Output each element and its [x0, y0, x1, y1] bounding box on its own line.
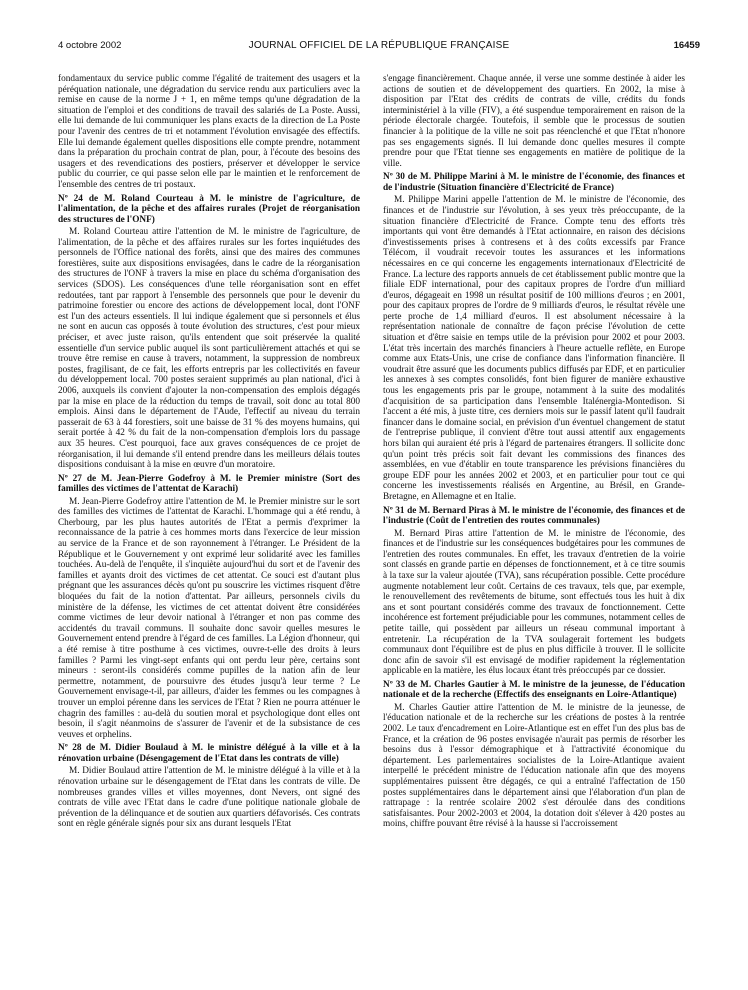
right-column — [383, 74, 685, 986]
question-31-title: Nº 31 de M. Bernard Piras à M. le ministre de l'économie, des finances et de l'industrie (Coût de l'entretien des routes communales) — [383, 505, 685, 527]
paragraph-continued: s'engage financièrement. Chaque année, il verse une somme destinée à aider les actions de soutien et de développement des quartiers. En 2002, la mise à disposition par l'Etat des crédits de contrats de ville, crédits du fonds interministériel à la ville (FIV), a été suspendue temporairement en raison de la période électorale chargée. Toutefois, il semble que le processus de soutien financier à la politique de la ville ne soit pas réenclenché et que l'Etat n'honore pas ses engagements signés. Il lui demande donc quelles mesures il compte prendre pour que l'Etat tienne ses engagements en matière de politique de la ville. — [383, 74, 685, 169]
left-column — [58, 74, 360, 986]
question-27-body: M. Jean-Pierre Godefroy attire l'attention de M. le Premier ministre sur le sort des familles des victimes de l'attentat de Karachi. L'hommage qui a été rendu, à Cherbourg, par les plus hautes autorités de l'Etat a permis d'exprimer la reconnaissance de la patrie à ces hommes morts dans l'exercice de leur mission au service de la France et de son rayonnement à l'étranger. Le Président de la République et le Gouvernement y ont exprimé leur solidarité avec les familles touchées. Au-delà de l'enquête, il s'inquiète aujourd'hui du sort et de l'avenir des familles et ayants droit des victimes de cet attentat. Ce souci est d'autant plus prégnant que les assurances décès qu'ont pu souscrire les victimes risquent d'être bloquées du fait de la notion d'attentat. Par ailleurs, personnels civils du ministère de la défense, les victimes de cet attentat doivent être considérées comme victimes de leur devoir national à l'étranger et non pas comme des accidentés du travail communs. Il souhaite donc savoir quelles mesures le Gouvernement entend prendre à l'égard de ces familles. La Légion d'honneur, qui a été remise à titre posthume à ces victimes, ouvre-t-elle des droits à leurs familles ? Parmi les vingt-sept enfants qui ont perdu leur père, certains sont mineurs : seront-ils considérés comme pupilles de la nation afin de leur permettre, notamment, de poursuivre des études jusqu'à leur terme ? Le Gouvernement envisage-t-il, par ailleurs, d'aider les femmes ou les compagnes à trouver un emploi pérenne dans les services de l'Etat ? Rien ne pourra atténuer le chagrin des familles : au-delà du soutien moral et psychologique dont elles ont besoin, il s'agit néanmoins de s'assurer de l'avenir et de la subsistance de ces veuves et orphelins. — [58, 496, 360, 740]
question-28-body: M. Didier Boulaud attire l'attention de M. le ministre délégué à la ville et à la rénovation urbaine sur le désengagement de l'Etat dans les contrats de ville. De nombreuses grandes villes et villes moyennes, dont Nevers, ont signé des contrats de ville avec l'Etat dans le cadre d'une politique nationale globale de prévention de la délinquance et de soutien aux quartiers défavorisés. Ces contrats sont en règle générale signés pour six ans durant lesquels l'Etat — [58, 766, 360, 830]
question-28-title: Nº 28 de M. Didier Boulaud à M. le ministre délégué à la ville et à la rénovation urbaine (Désengagement de l'Etat dans les contrats de ville) — [58, 743, 360, 764]
page-number: 16459 — [673, 40, 700, 51]
page-header — [58, 40, 700, 54]
paragraph-continued: fondamentaux du service public comme l'égalité de traitement des usagers et la péréquation nationale, une dégradation du service rendu aux particuliers avec la remise en cause de la norme J + 1, en même temps qu'une dégradation de la situation de l'emploi et des conditions de travail des salariés de La Poste. Aussi, elle lui demande de lui communiquer les plans exacts de la direction de La Poste pour l'avenir des centres de tri et notamment l'évolution envisagée des effectifs. Elle lui demande également quelles dispositions elle compte prendre, notamment dans la préparation du prochain contrat de plan, pour, à l'écoute des besoins des usagers et des revendications des postiers, préserver et développer le service public du courrier, ce qui passe selon elle par le maintien et le renforcement de l'ensemble des centres de tri postaux. — [58, 74, 360, 190]
question-31-body: M. Bernard Piras attire l'attention de M. le ministre de l'économie, des finances et de l'industrie sur les conséquences budgétaires pour les communes de l'entretien des routes communales. En effet, les travaux d'entretien de la voirie sont classés en grande partie en dépenses de fonctionnement, et à ce titre soumis à la taxe sur la valeur ajoutée (TVA), sans récupération possible. Cette procédure augmente notablement leur coût. Certains de ces travaux, tels que, par exemple, le renouvellement des revêtements de bitume, sont effectués tous les huit à dix ans et sont pourtant considérés comme des travaux de fonctionnement. Cette incohérence est fortement préjudiciable pour les communes, notamment celles de petite taille, qui possèdent par ailleurs un réseau communal important à entretenir. La récupération de la TVA soulagerait fortement les budgets communaux dont l'équilibre est de plus en plus difficile à trouver. Il le sollicite donc afin de savoir s'il est envisagé de modifier rapidement la réglementation applicable en la matière, les élus locaux étant très préoccupés par ce dossier. — [383, 528, 685, 677]
question-33-body: M. Charles Gautier attire l'attention de M. le ministre de la jeunesse, de l'éducation nationale et de la recherche sur les créations de postes à la rentrée 2002. Le taux d'encadrement en Loire-Atlantique est en effet l'un des plus bas de France, et la création de 96 postes envisagée n'aurait pas permis de résorber les besoins dus à l'essor démographique et à l'attractivité économique du département. Les parlementaires socialistes de la Loire-Atlantique avaient interpellé le précédent ministre de l'éducation nationale afin que des moyens supplémentaires puissent être dégagés, ce qui a entraîné l'affectation de 150 postes supplémentaires dans le département ainsi que l'élaboration d'un plan de rattrapage : la rentrée scolaire 2002 s'est déroulée dans des conditions satisfaisantes. Pour 2002-2003 et 2004, la dotation doit s'élever à 420 postes au moins, chiffre pouvant être révisé à la hausse si l'accroissement — [383, 702, 685, 830]
question-30-body: M. Philippe Marini appelle l'attention de M. le ministre de l'économie, des finances et de l'industrie sur l'évolution, à ses yeux très préoccupante, de la situation financière d'Electricité de France. Compte tenu des efforts très importants qui vont être demandés à l'Etat actionnaire, en raison des décisions d'investissements prises à contresens et à des coûts excessifs par France Télécom, il voudrait recevoir toutes les assurances et les informations nécessaires en ce qui concerne les engagements internationaux d'Electricité de France. La lecture des rapports annuels de cet établissement public montre que la filiale EDF international, pour des capitaux propres de l'ordre d'un milliard d'euros, dégageait en 1998 un résultat positif de 100 millions d'euros ; en 2001, pour des capitaux propres de l'ordre de 9 milliards d'euros, le résultat révèle une perte proche de 1,4 milliard d'euros. Il est absolument nécessaire à la représentation nationale de connaître de façon précise l'évolution de cette situation et d'être saisie en temps utile de la prévision pour 2002 et pour 2003. L'état très incertain des marchés financiers à l'heure actuelle reflète, en Europe comme aux Etats-Unis, une crise de confiance dans l'information financière. Il voudrait être assuré que les documents publics diffusés par EDF, et en particulier les annexes à ses comptes consolidés, font bien figurer de manière exhaustive tous les engagements pris par le groupe, notamment à la suite des modalités d'acquisition de sa participation dans l'ensemble Italénergia-Montedison. Si l'accent a été mis, à juste titre, ces derniers mois sur le passif latent qu'il faudrait financer dans le domaine social, en prévision d'un éventuel changement de statut de l'entreprise publique, il convient d'être tout aussi attentif aux engagements hors bilan qui auraient été pris à l'égard de partenaires étrangers. Il sollicite donc qu'un point très précis soit fait devant les commissions des finances des assemblées, en vue d'établir en toute transparence les prévisions financières du groupe EDF pour les années 2002 et 2003, et en particulier pour tout ce qui concerne les investissements réalisés en Argentine, au Brésil, en Grande-Bretagne, en Allemagne et en Italie. — [383, 195, 685, 502]
publication-date: 4 octobre 2002 — [58, 40, 122, 51]
question-30-title: Nº 30 de M. Philippe Marini à M. le ministre de l'économie, des finances et de l'industrie (Situation financière d'Electricité de France) — [383, 172, 685, 193]
question-33-title: Nº 33 de M. Charles Gautier à M. le ministre de la jeunesse, de l'éducation nationale et de la recherche (Effectifs des enseignants en Loire-Atlantique) — [383, 679, 685, 701]
question-27-title: Nº 27 de M. Jean-Pierre Godefroy à M. le Premier ministre (Sort des familles des victimes de l'attentat de Karachi) — [58, 473, 360, 495]
journal-title: JOURNAL OFFICIEL DE LA RÉPUBLIQUE FRANÇAISE — [248, 40, 510, 51]
question-24-body: M. Roland Courteau attire l'attention de M. le ministre de l'agriculture, de l'alimentation, de la pêche et des affaires rurales sur les fortes inquiétudes des personnels de l'Office national des forêts, ainsi que des maires des communes forestières, suite aux dispositions envisagées, dans le cadre de la réorganisation des structures de l'ONF à travers la mise en place du schéma d'organisation des services (SDOS). Les conséquences d'une telle réorganisation sont en effet redoutées, tant par rapport à l'ensemble des personnels que pour le devenir du patrimoine forestier ou encore des actions de développement local, dont l'ONF est l'un des acteurs essentiels. Il lui indique également que si personnels et élus ne sont en aucun cas opposés à toute évolution des structures, c'est pour mieux préciser, et avec juste raison, qu'ils entendent que soit préservée la qualité essentielle d'un service public auquel ils sont particulièrement attachés et qui se trouve être remise en cause à travers, notamment, la suppression de nombreux postes, fragilisant, de ce fait, les efforts entrepris par les collectivités en faveur du développement local. 700 postes seraient supprimés au plan national, d'ici à 2006, auxquels ils convient d'ajouter la non-compensation des emplois dégagés par la mise en place de la réduction du temps de travail, soit donc au total 800 emplois. Ainsi dans le département de l'Aude, l'effectif au niveau du terrain passerait de 63 à 44 forestiers, soit une baisse de 31 % des moyens humains, qui serait portée à 42 % du fait de la non-compensation d'emplois lors du passage aux 35 heures. C'est pourquoi, face aux graves conséquences de ce projet de réorganisation, il lui demande s'il entend prendre dans les meilleurs délais toutes dispositions conduisant à la mise en œuvre d'un moratoire. — [58, 227, 360, 471]
question-24-title: Nº 24 de M. Roland Courteau à M. le ministre de l'agriculture, de l'alimentation, de la pêche et des affaires rurales (Projet de réorganisation des structures de l'ONF) — [58, 193, 360, 225]
